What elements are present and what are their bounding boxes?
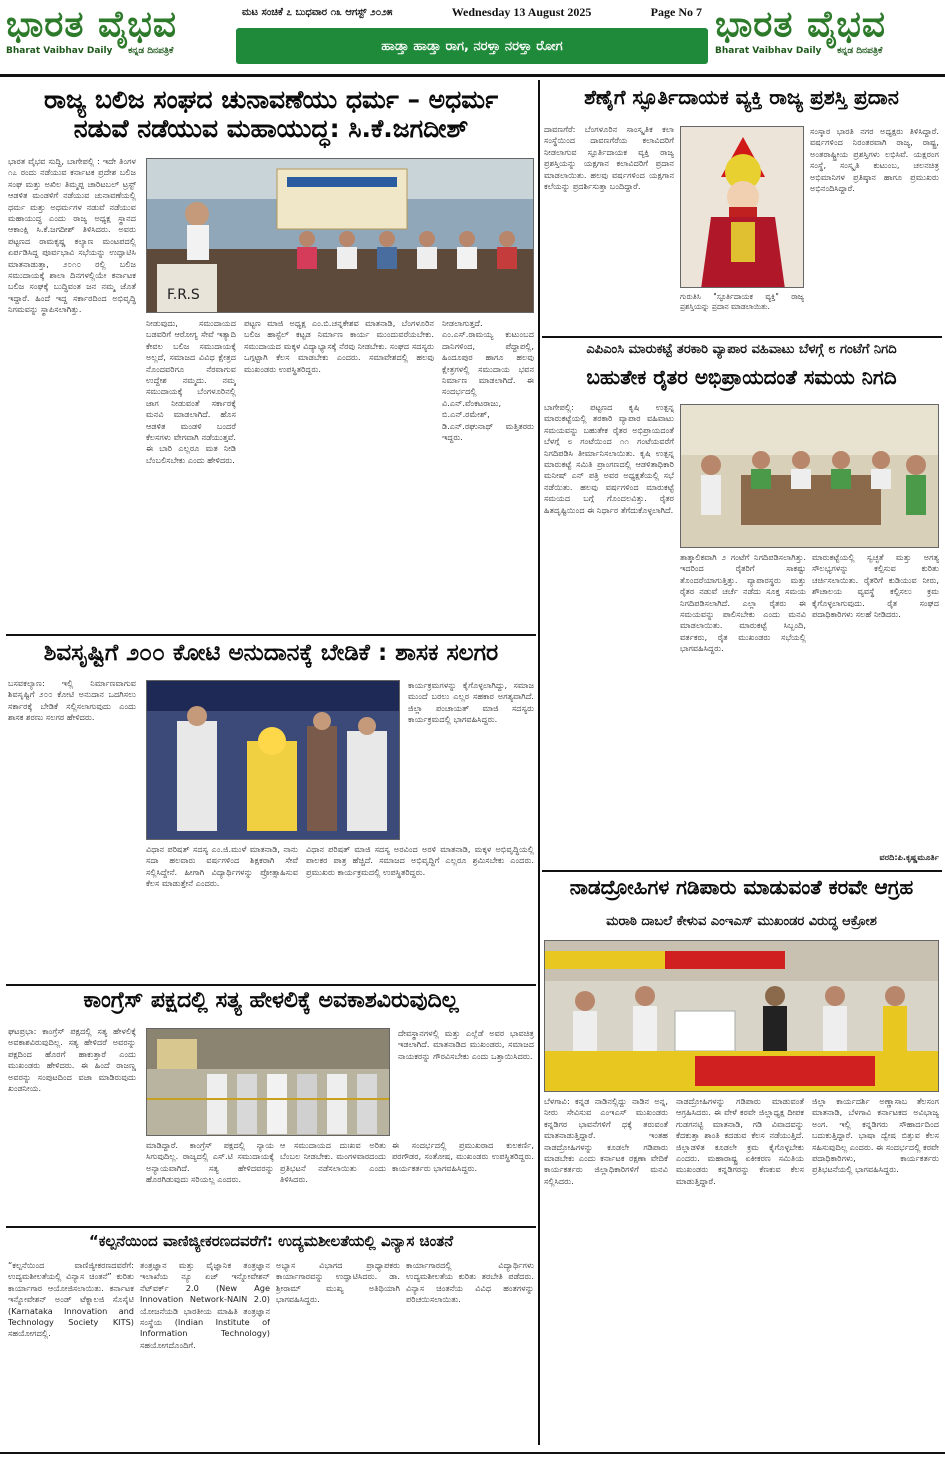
- divider-story3: [6, 1226, 536, 1228]
- story7-col-b: ನಾಡದ್ರೋಹಿಗಳನ್ನು ಗಡಿಪಾರು ಮಾಡುವಂತೆ ಆಗ್ರಹಿಸಿದರು. ಈ ವೇಳೆ ಕರವೇ ಜಿಲ್ಲಾಧ್ಯಕ್ಷ ದೀಪಕ ಗುಡಗನಟ್ಟಿ ಮಾತನಾಡಿ, ಗಡಿ ವಿವಾದವನ್ನು ಕೆದಕುತ್ತಾ ಶಾಂತಿ ಕದಡುವ ಕೆಲಸ ನಡೆಯುತ್ತಿದೆ. ಜಿಲ್ಲಾಡಳಿತ ಕೂಡಲೇ ಕ್ರಮ ಕೈಗೊಳ್ಳಬೇಕು ಎಂದರು. ಮಹಾರಾಷ್ಟ್ರ ಏಕೀಕರಣ ಸಮಿತಿಯ ಮುಖಂಡರು ಕನ್ನಡಿಗರನ್ನು ಕೆಣಕುವ ಕೆಲಸ ಮಾಡುತ್ತಿದ್ದಾರೆ.: [676, 1096, 804, 1186]
- story1-photo: [146, 158, 534, 313]
- page-bottom-rule: [0, 1452, 945, 1454]
- story3-col-c: ಮಾಡಿದ್ದಾರೆ. ಕಾಂಗ್ರೆಸ್ ಪಕ್ಷದಲ್ಲಿ ನ್ಯಾಯ ಸಿಗುವುದಿಲ್ಲ. ರಾಜ್ಯದಲ್ಲಿ ಎಸ್.ಟಿ ಸಮುದಾಯಕ್ಕೆ ಅನ್ಯಾಯವಾಗಿದೆ. ಸತ್ಯ ಹೇಳಿದವರನ್ನು ಹೊರಗಿಡುವುದು ಸರಿಯಲ್ಲ ಎಂದರು.: [146, 1140, 274, 1185]
- story6-headline: ಎಪಿಎಂಸಿ ಮಾರುಕಟ್ಟೆ ತರಕಾರಿ ವ್ಯಾಪಾರ ವಹಿವಾಟು ಬೆಳಗ್ಗೆ ೮ ಗಂಟೆಗೆ ನಿಗದಿ: [586, 342, 897, 357]
- logo-sub: Bharat Vaibhav Daily: [6, 46, 113, 56]
- story2-photo: [146, 680, 400, 840]
- story3-col-b: ದೇವಸ್ಥಾನಗಳಲ್ಲಿ ಮತ್ತು ಎಲ್ಲೆಡೆ ಅವರ ಭಾವಚಿತ್ರ ಇಡಲಾಗಿದೆ. ಮಾತನಾಡಿದ ಮುಖಂಡರು, ಸಮಾಜದ ನಾಯಕರನ್ನು ಗೌರವಿಸಬೇಕು ಎಂದು ಒತ್ತಾಯಿಸಿದರು.: [398, 1028, 534, 1061]
- masthead-center: [236, 0, 708, 70]
- issue-line: [236, 0, 708, 24]
- story4-col-c: ಅಭ್ಯಾಸ ವಿಭಾಗದ ಪ್ರಾಧ್ಯಾಪಕರು ಕಾರ್ಯಾಗಾರವನ್ನು ಉದ್ಘಾಟಿಸಿದರು. ಡಾ. ಶ್ರೀರಾಮ್ ಮುಖ್ಯ ಅತಿಥಿಯಾಗಿ ಭಾಗವಹಿಸಿದ್ದರು.: [276, 1260, 400, 1305]
- story1-col-b: ನೀಡುವುದು, ಸಮುದಾಯದ ಬಡವರಿಗೆ ಆರೋಗ್ಯ ಸೇವೆ ಇತ್ಯಾದಿ ಕೇವಲ ಬಲಿಜ ಸಮುದಾಯಕ್ಕೆ ಅಲ್ಲದೆ, ಸಮಾಜದ ವಿವಿಧ ಕ್ಷೇತ್ರದ ನೊಂದವರಿಗೂ ನೆರವಾಗುವ ಉದ್ದೇಶ ನಮ್ಮದು. ನಮ್ಮ ಸಮುದಾಯಕ್ಕೆ ಬೆಂಗಳೂರಿನಲ್ಲಿ ಜಾಗ ನೀಡುವಂತೆ ಸರ್ಕಾರಕ್ಕೆ ಮನವಿ ಮಾಡಲಾಗಿದೆ. ಹೊಸ ಆಡಳಿತ ಮಂಡಳಿ ಬಂದರೆ ಕೆಲಸಗಳು ವೇಗವಾಗಿ ನಡೆಯುತ್ತವೆ. ಈ ಬಾರಿ ಎಲ್ಲರೂ ಮತ ನೀಡಿ ಬೆಂಬಲಿಸಬೇಕು ಎಂದು ಹೇಳಿದರು.: [146, 318, 236, 465]
- story6-col-b: ತಾತ್ಕಾಲಿಕವಾಗಿ ೨ ಗಂಟೆಗೆ ನಿಗದಿಪಡಿಸಲಾಗಿತ್ತು. ಇದರಿಂದ ರೈತರಿಗೆ ಸಾಕಷ್ಟು ತೊಂದರೆಯಾಗುತ್ತಿತ್ತು. ವ್ಯಾಪಾರಸ್ಥರು ಮತ್ತು ರೈತರ ನಡುವೆ ಚರ್ಚೆ ನಡೆದು ಸೂಕ್ತ ಸಮಯ ನಿಗದಿಪಡಿಸಲಾಗಿದೆ. ಎಲ್ಲಾ ರೈತರು ಈ ಸಮಯವನ್ನು ಪಾಲಿಸಬೇಕು ಎಂದು ಮನವಿ ಮಾಡಲಾಯಿತು. ಮಾರುಕಟ್ಟೆ ಸಿಬ್ಬಂದಿ, ವರ್ತಕರು, ರೈತ ಮುಖಂಡರು ಸಭೆಯಲ್ಲಿ ಭಾಗವಹಿಸಿದ್ದರು.: [680, 552, 806, 654]
- story6-subhead: ಬಹುತೇಕ ರೈತರ ಅಭಿಪ್ರಾಯದಂತೆ ಸಮಯ ನಿಗದಿ: [586, 366, 897, 389]
- story5-photo: [680, 126, 804, 288]
- story2-col-b: ಕಾರ್ಯಕ್ರಮಗಳನ್ನು ಕೈಗೊಳ್ಳಲಾಗಿದ್ದು, ಸಮಾಜ ಮುಂದೆ ಬರಲು ಎಲ್ಲರ ಸಹಕಾರ ಅಗತ್ಯವಾಗಿದೆ. ಜಿಲ್ಲಾ ಪಂಚಾಯತ್ ಮಾಜಿ ಸದಸ್ಯರು ಕಾರ್ಯಕ್ರಮದಲ್ಲಿ ಭಾಗವಹಿಸಿದ್ದರು.: [408, 680, 534, 725]
- story4-col-a: “ಕಲ್ಪನೆಯಿಂದ ವಾಣಿಜ್ಯೀಕರಣದವರೆಗೆ: ಉದ್ಯಮಶೀಲತೆಯಲ್ಲಿ ವಿನ್ಯಾಸ ಚಿಂತನೆ” ಕುರಿತು ಕಾರ್ಯಾಗಾರ ಆಯೋಜಿಸಲಾಯಿತು. ಕರ್ನಾಟಕ ಇನ್ನೋವೇಶನ್ ಅಂಡ್ ಟೆಕ್ನಾಲಜಿ ಸೊಸೈಟಿ (Karnataka Innovation and Technology Society KITS) ಸಹಯೋಗದಲ್ಲಿ.: [8, 1260, 134, 1339]
- story7-headline: ನಾಡದ್ರೋಹಿಗಳ ಗಡಿಪಾರು ಮಾಡುವಂತೆ ಕರವೇ ಆಗ್ರಹ: [569, 876, 914, 899]
- story3-col-e: ಈ ಸಂದರ್ಭದಲ್ಲಿ ಪ್ರಮುಖರಾದ ಕುಲಕರ್ಣಿ, ಪರಗೌಡರ, ಸಂತೋಷ, ಮುಖಂಡರು ಉಪಸ್ಥಿತರಿದ್ದರು. ಕಾರ್ಯಕರ್ತರು ಭಾಗವಹಿಸಿದ್ದರು.: [392, 1140, 534, 1173]
- story4-col-b: ತಂತ್ರಜ್ಞಾನ ಮತ್ತು ವೈಜ್ಞಾನಿಕ ತಂತ್ರಜ್ಞಾನ ಇಲಾಖೆಯ ನ್ಯೂ ಏಜ್ ಇನ್ನೋವೇಶನ್ ನೆಟ್‌ವರ್ಕ್ 2.0 (New Age Innovation Network-NAIN 2.0) ಯೋಜನೆಯಡಿ ಭಾರತೀಯ ಮಾಹಿತಿ ತಂತ್ರಜ್ಞಾನ ಸಂಸ್ಥೆಯ (Indian Institute of Information Technology) ಸಹಯೋಗದೊಂದಿಗೆ.: [140, 1260, 270, 1350]
- story6-col-a: ಬಾಗೇಪಲ್ಲಿ: ಪಟ್ಟಣದ ಕೃಷಿ ಉತ್ಪನ್ನ ಮಾರುಕಟ್ಟೆಯಲ್ಲಿ ತರಕಾರಿ ವ್ಯಾಪಾರ ವಹಿವಾಟು ಸಮಯವನ್ನು ಬಹುತೇಕ ರೈತರ ಅಭಿಪ್ರಾಯದಂತೆ ಬೆಳಗ್ಗೆ ೮ ಗಂಟೆಯಿಂದ ೧೧ ಗಂಟೆಯವರೆಗೆ ನಿಗದಿಪಡಿಸಿ ತೀರ್ಮಾನಿಸಲಾಯಿತು. ಕೃಷಿ ಉತ್ಪನ್ನ ಮಾರುಕಟ್ಟೆ ಸಮಿತಿ ಪ್ರಾಂಗಣದಲ್ಲಿ ಆಡಳಿತಾಧಿಕಾರಿ ಮನೀಷ್ ಎನ್ ಪತ್ರಿ ಅವರ ಅಧ್ಯಕ್ಷತೆಯಲ್ಲಿ ಸಭೆ ನಡೆಯಿತು. ಹಲವು ವರ್ಷಗಳಿಂದ ಮಾರುಕಟ್ಟೆ ಸಮಯದ ಬಗ್ಗೆ ಗೊಂದಲವಿತ್ತು. ರೈತರ ಹಿತದೃಷ್ಟಿಯಿಂದ ಈ ನಿರ್ಧಾರ ತೆಗೆದುಕೊಳ್ಳಲಾಗಿದೆ.: [544, 402, 674, 515]
- market-meeting-photo-icon: [681, 405, 939, 548]
- logo-title: ಭಾರತ ವೈಭವ: [6, 3, 177, 45]
- column-divider: [538, 80, 540, 1445]
- divider-story6: [542, 870, 942, 872]
- story7-subhead: ಮರಾಠಿ ದಾಬಲೆ ಕೇಳುವ ಎಂಇಎಸ್ ಮುಖಂಡರ ವಿರುದ್ಧ ಆಕ್ರೋಶ: [606, 914, 877, 929]
- story6-reporter: ವರದಿ:ಪಿ.ಕೃಷ್ಣಮೂರ್ತಿ: [879, 852, 939, 862]
- story5-headline: ಶೆಣೈಗೆ ಸ್ಫೂರ್ತಿದಾಯಕ ವ್ಯಕ್ತಿ ರಾಜ್ಯ ಪ್ರಶಸ್ತಿ ಪ್ರದಾನ: [584, 86, 899, 109]
- story1-col-d: ನೀಡಲಾಗುತ್ತದೆ. ಎಂ.ಎಸ್.ರಾಮಯ್ಯ ಕುಟುಂಬದ ದಾನಿಗಳಿಂದ, ಪೆದ್ದಾಪಲ್ಲಿ, ಹಿಂದೂಪುರ ಹಾಗೂ ಹಲವು ಕ್ಷೇತ್ರಗಳಲ್ಲಿ ಸಮುದಾಯ ಭವನ ನಿರ್ಮಾಣ ಮಾಡಲಾಗಿದೆ. ಈ ಸಂದರ್ಭದಲ್ಲಿ ವಿ.ಎನ್.ವೆಂಕಟರಾಜು, ಬಿ.ಎನ್.ರಮೇಶ್, ಡಿ.ಎನ್.ರಘುನಾಥ್ ಮತ್ತಿತರರು ಇದ್ದರು.: [442, 318, 534, 443]
- logo-tagline-right: ಕನ್ನಡ ದಿನಪತ್ರಿಕೆ: [837, 46, 883, 56]
- story3-photo: [146, 1028, 390, 1136]
- masthead-rule: [0, 74, 945, 77]
- protest-photo-icon: [147, 1029, 390, 1136]
- ceremony-photo-icon: [147, 681, 400, 840]
- divider-story5: [542, 336, 942, 338]
- issue-date: Wednesday 13 August 2025: [451, 4, 592, 19]
- story4-col-d: ಕಾರ್ಯಾಗಾರದಲ್ಲಿ ವಿದ್ಯಾರ್ಥಿಗಳು ಉದ್ಯಮಶೀಲತೆಯ ಕುರಿತು ತರಬೇತಿ ಪಡೆದರು. ವಿನ್ಯಾಸ ಚಿಂತನೆಯ ವಿವಿಧ ಹಂತಗಳನ್ನು ಪರಿಚಯಿಸಲಾಯಿತು.: [406, 1260, 534, 1305]
- story7-photo: [544, 940, 939, 1092]
- story1-headline: ರಾಜ್ಯ ಬಲಿಜ ಸಂಘದ ಚುನಾವಣೆಯು ಧರ್ಮ – ಅಧರ್ಮ ನಡುವೆ ನಡೆಯುವ ಮಹಾಯುದ್ಧ: ಸಿ.ಕೆ.ಜಗದೀಶ್: [43, 86, 499, 143]
- meeting-photo-icon: [147, 159, 534, 313]
- story5-col-a: ದಾವಣಗೆರೆ: ಬೆಂಗಳೂರಿನ ಸಾಂಸ್ಕೃತಿಕ ಕಲಾ ಸಂಸ್ಥೆಯಿಂದ ದಾವಣಗೆರೆಯ ಕಲಾವಿದರಿಗೆ ನೀಡಲಾಗುವ ಸ್ಫೂರ್ತಿದಾಯಕ ವ್ಯಕ್ತಿ ರಾಜ್ಯ ಪ್ರಶಸ್ತಿಯನ್ನು ಯಕ್ಷಗಾನ ಕಲಾವಿದರಿಗೆ ಪ್ರದಾನ ಮಾಡಲಾಯಿತು. ಹಲವು ವರ್ಷಗಳಿಂದ ಯಕ್ಷಗಾನ ಕಲೆಯನ್ನು ಪ್ರದರ್ಶಿಸುತ್ತಾ ಬಂದಿದ್ದಾರೆ.: [544, 124, 674, 192]
- story2-headline: ಶಿವಸೃಷ್ಟಿಗೆ ೨೦೦ ಕೋಟಿ ಅನುದಾನಕ್ಕೆ ಬೇಡಿಕೆ : ಶಾಸಕ ಸಲಗರ: [43, 640, 499, 666]
- divider-story2: [6, 984, 536, 986]
- logo-title-right: ಭಾರತ ವೈಭವ: [715, 3, 886, 45]
- logo-tagline: ಕನ್ನಡ ದಿನಪತ್ರಿಕೆ: [128, 46, 174, 56]
- logo-sub-right: Bharat Vaibhav Daily: [715, 46, 822, 56]
- story4-headline: “ಕಲ್ಪನೆಯಿಂದ ವಾಣಿಜ್ಯೀಕರಣದವರೆಗೆ: ಉದ್ಯಮಶೀಲತೆಯಲ್ಲಿ ವಿನ್ಯಾಸ ಚಿಂತನೆ: [88, 1232, 454, 1250]
- page-number: Page No 7: [650, 4, 702, 19]
- story5-col-b: ಸಂಸ್ಕಾರ ಭಾರತಿ ನಗರ ಅಧ್ಯಕ್ಷರು ತಿಳಿಸಿದ್ದಾರೆ. ವರ್ಷಗಳಿಂದ ನಿರಂತರವಾಗಿ ರಾಜ್ಯ, ರಾಷ್ಟ್ರ, ಅಂತರಾಷ್ಟ್ರೀಯ ಪ್ರಶಸ್ತಿಗಳು ಲಭಿಸಿವೆ. ಯಕ್ಷರಂಗ ಸಂಸ್ಥೆ, ಸಂಸ್ಕೃತಿ ಕುಟುಂಬ, ಚಲನಚಿತ್ರ ಅಭಿಮಾನಿಗಳ ಪ್ರತಿಷ್ಠಾನ ಹಾಗೂ ಪ್ರಮುಖರು ಅಭಿನಂದಿಸಿದ್ದಾರೆ.: [810, 126, 939, 194]
- slogan-banner: ಹಾಡ್ತಾ ಹಾಡ್ತಾ ರಾಗ, ನರಳ್ತಾ ನರಳ್ತಾ ರೋಗ: [236, 28, 708, 64]
- story5-caption: ಗುರುತಿಸಿ "ಸ್ಫೂರ್ತಿದಾಯಕ ವ್ಯಕ್ತಿ" ರಾಜ್ಯ ಪ್ರಶಸ್ತಿಯನ್ನು ಪ್ರದಾನ ಮಾಡಲಾಯಿತು.: [680, 292, 804, 311]
- karave-protest-photo-icon: [545, 941, 939, 1092]
- story6-photo: [680, 404, 939, 548]
- story7-col-a: ಬೆಳಗಾವಿ: ಕನ್ನಡ ನಾಡಿನಲ್ಲಿದ್ದು ನಾಡಿನ ಅನ್ನ, ನೀರು ಸೇವಿಸುವ ಎಂಇಎಸ್ ಮುಖಂಡರು ಕನ್ನಡಿಗರ ಭಾವನೆಗಳಿಗೆ ಧಕ್ಕೆ ತರುವಂತೆ ಮಾತನಾಡುತ್ತಿದ್ದಾರೆ. ಇಂತಹ ನಾಡದ್ರೋಹಿಗಳನ್ನು ಕೂಡಲೇ ಗಡಿಪಾರು ಮಾಡಬೇಕು ಎಂದು ಕರ್ನಾಟಕ ರಕ್ಷಣಾ ವೇದಿಕೆ ಕಾರ್ಯಕರ್ತರು ಜಿಲ್ಲಾಧಿಕಾರಿಗಳಿಗೆ ಮನವಿ ಸಲ್ಲಿಸಿದರು.: [544, 1096, 668, 1186]
- issue-info: ಮಟ ಸಂಚಿಕೆ ೭ ಬುಧವಾರ ೧೩ ಆಗಸ್ಟ್ ೨೦೨೫: [242, 6, 393, 18]
- story3-col-a: ಘಟಪ್ರಭಾ: ಕಾಂಗ್ರೆಸ್ ಪಕ್ಷದಲ್ಲಿ ಸತ್ಯ ಹೇಳಲಿಕ್ಕೆ ಅವಕಾಶವಿರುವುದಿಲ್ಲ. ಸತ್ಯ ಹೇಳಿದರೆ ಅವರನ್ನು ಪಕ್ಷದಿಂದ ಹೊರಗೆ ಹಾಕುತ್ತಾರೆ ಎಂದು ಮುಖಂಡರು ಹೇಳಿದರು. ಈ ಹಿಂದೆ ರಾಜಣ್ಣ ಅವರನ್ನು ಸಂಪುಟದಿಂದ ವಜಾ ಮಾಡಿರುವುದು ಖಂಡನೀಯ.: [8, 1026, 136, 1094]
- story3-col-d: ಆ ಸಮುದಾಯದ ದುಃಖವ ಅರಿತು ಬೆಂಬಲ ನೀಡಬೇಕು. ಮಂಗಳವಾರದಂದು ಪ್ರತಿಭಟನೆ ನಡೆಸಲಾಯಿತು ಎಂದು ತಿಳಿಸಿದರು.: [280, 1140, 386, 1185]
- story3-headline: ಕಾಂಗ್ರೆಸ್ ಪಕ್ಷದಲ್ಲಿ ಸತ್ಯ ಹೇಳಲಿಕ್ಕೆ ಅವಕಾಶವಿರುವುದಿಲ್ಲ: [83, 988, 459, 1013]
- svg-text:F.R.S: F.R.S: [167, 287, 200, 303]
- story7-col-c: ಜಿಲ್ಲಾ ಕಾರ್ಯದರ್ಶಿ ಅಣ್ಣಾಸಾಬ ತೆಲಸಂಗ ಮಾತನಾಡಿ, ಬೆಳಗಾವಿ ಕರ್ನಾಟಕದ ಅವಿಭಾಜ್ಯ ಅಂಗ. ಇಲ್ಲಿ ಕನ್ನಡಿಗರು ಸೌಹಾರ್ದದಿಂದ ಬದುಕುತ್ತಿದ್ದಾರೆ. ಭಾಷಾ ದ್ವೇಷ ಬಿತ್ತುವ ಕೆಲಸ ಸಹಿಸುವುದಿಲ್ಲ ಎಂದರು. ಈ ಸಂದರ್ಭದಲ್ಲಿ ಕರವೇ ಪದಾಧಿಕಾರಿಗಳು, ಕಾರ್ಯಕರ್ತರು ಪ್ರತಿಭಟನೆಯಲ್ಲಿ ಭಾಗವಹಿಸಿದ್ದರು.: [812, 1096, 939, 1175]
- divider-story1: [6, 634, 536, 636]
- story2-col-c: ವಿಧಾನ ಪರಿಷತ್ ಸದಸ್ಯ ಎಂ.ಜಿ.ಮುಳೆ ಮಾತನಾಡಿ, ನಾನು ಸದಾ ಹಲವಾರು ವರ್ಷಗಳಿಂದ ಶಿಕ್ಷಕರಾಗಿ ಸೇವೆ ಸಲ್ಲಿಸಿದ್ದೇನೆ. ಹೀಗಾಗಿ ವಿದ್ಯಾರ್ಥಿಗಳನ್ನು ಪ್ರೋತ್ಸಾಹಿಸುವ ಕೆಲಸ ಮಾಡುತ್ತೇನೆ ಎಂದರು.: [146, 844, 298, 889]
- masthead: [0, 0, 945, 72]
- story1-col-c: ಪಟ್ಟಣ ಮಾಜಿ ಅಧ್ಯಕ್ಷ ಎಂ.ಬಿ.ಚನ್ನಕೇಶವ ಮಾತನಾಡಿ, ಬೆಂಗಳೂರಿನ ಬಲಿಜ ಹಾಸ್ಟೆಲ್ ಕಟ್ಟಡ ನಿರ್ಮಾಣ ಕಾರ್ಯ ಮುಂದುವರೆಯಬೇಕು. ಸಮುದಾಯದ ಮಕ್ಕಳ ವಿದ್ಯಾಭ್ಯಾಸಕ್ಕೆ ನೆರವು ನೀಡಬೇಕು. ಸಂಘದ ಸದಸ್ಯರು ಒಗ್ಗಟ್ಟಾಗಿ ಕೆಲಸ ಮಾಡಬೇಕು ಎಂದರು. ಸಮಾವೇಶದಲ್ಲಿ ಹಲವು ಮುಖಂಡರು ಉಪಸ್ಥಿತರಿದ್ದರು.: [244, 318, 434, 374]
- story6-col-c: ಮಾರುಕಟ್ಟೆಯಲ್ಲಿ ಸ್ವಚ್ಛತೆ ಮತ್ತು ಅಗತ್ಯ ಸೌಲಭ್ಯಗಳನ್ನು ಕಲ್ಪಿಸುವ ಕುರಿತು ಚರ್ಚಿಸಲಾಯಿತು. ರೈತರಿಗೆ ಕುಡಿಯುವ ನೀರು, ಶೌಚಾಲಯ ವ್ಯವಸ್ಥೆ ಕಲ್ಪಿಸಲು ಕ್ರಮ ಕೈಗೊಳ್ಳಲಾಗುವುದು. ರೈತ ಸಂಘದ ಪದಾಧಿಕಾರಿಗಳು ಸಲಹೆ ನೀಡಿದರು.: [812, 552, 939, 620]
- story1-col-a: ಭಾರತ ವೈಭವ ಸುದ್ದಿ, ಬಾಗೇಪಲ್ಲಿ : ಇದೇ ತಿಂಗಳ ೧೭ ರಂದು ನಡೆಯುವ ಕರ್ನಾಟಕ ಪ್ರದೇಶ ಬಲಿಜ ಸಂಘ ಮತ್ತು ಅಖಿಲ ತಿಮ್ಮಪ್ಪ ಚಾರಿಟಬಲ್ ಟ್ರಸ್ಟ್ ಆಡಳಿತ ಮಂಡಳಿಗೆ ನಡೆಯುವ ಚುನಾವಣೆಯಲ್ಲಿ ಧರ್ಮ ಮತ್ತು ಅಧರ್ಮಗಳ ನಡುವೆ ನಡೆಯುವ ಮಹಾಯುದ್ಧ ಎಂದು ರಾಜ್ಯ ಅಧ್ಯಕ್ಷ ಸ್ಥಾನದ ಆಕಾಂಕ್ಷಿ ಸಿ.ಕೆ.ಜಗದೀಶ್ ತಿಳಿಸಿದರು. ಅವರು ಪಟ್ಟಣದ ರಾಮಕೃಷ್ಣ ಕಲ್ಯಾಣ ಮಂಟಪದಲ್ಲಿ ಏರ್ಪಡಿಸಿದ್ದ ಪೂರ್ವಭಾವಿ ಸಭೆಯನ್ನು ಉದ್ಘಾಟಿಸಿ ಮಾತನಾಡುತ್ತಾ, ೨೦೧೦ ರಲ್ಲಿ ಬಲಿಜ ಸಮುದಾಯಕ್ಕೆ ಶಾಲಾ ದಿನಗಳಲ್ಲಿಯೇ ಕರ್ನಾಟಕ ಬಲಿಜ ಸಂಘಕ್ಕೆ ಬುದ್ಧಿವಂತ ಜನ ನಮ್ಮ ಜೊತೆ ಇದ್ದಾರೆ. ಹಿಂದೆ ಇದ್ದ ಸರ್ಕಾರದಿಂದ ಅಭಿವೃದ್ಧಿ ನಿಗಮವನ್ನು ಸ್ಥಾಪಿಸಲಾಗಿತ್ತು.: [8, 156, 136, 315]
- story2-col-d: ವಿಧಾನ ಪರಿಷತ್ ಮಾಜಿ ಸದಸ್ಯ ಅರವಿಂದ ಅರಳಿ ಮಾತನಾಡಿ, ಮಕ್ಕಳ ಅಭಿವೃದ್ಧಿಯಲ್ಲಿ ಪಾಲಕರ ಪಾತ್ರ ಹೆಚ್ಚಿದೆ. ಸಮಾಜದ ಅಭಿವೃದ್ಧಿಗೆ ಎಲ್ಲರೂ ಶ್ರಮಿಸಬೇಕು ಎಂದರು. ಪ್ರಮುಖರು ಕಾರ್ಯಕ್ರಮದಲ್ಲಿ ಉಪಸ್ಥಿತರಿದ್ದರು.: [306, 844, 534, 877]
- yakshagana-artist-icon: [681, 127, 804, 288]
- story2-col-a: ಬಸವಕಲ್ಯಾಣ: ಇಲ್ಲಿ ನಿರ್ಮಾಣವಾಗುವ ಶಿವಸೃಷ್ಟಿಗೆ ೨೦೦ ಕೋಟಿ ಅನುದಾನ ಒದಗಿಸಲು ಸರ್ಕಾರಕ್ಕೆ ಬೇಡಿಕೆ ಸಲ್ಲಿಸಲಾಗುವುದು ಎಂದು ಶಾಸಕ ಶರಣು ಸಲಗರ ಹೇಳಿದರು.: [8, 678, 136, 723]
- masthead-logo-right: [715, 2, 935, 68]
- masthead-logo-left: [6, 2, 226, 68]
